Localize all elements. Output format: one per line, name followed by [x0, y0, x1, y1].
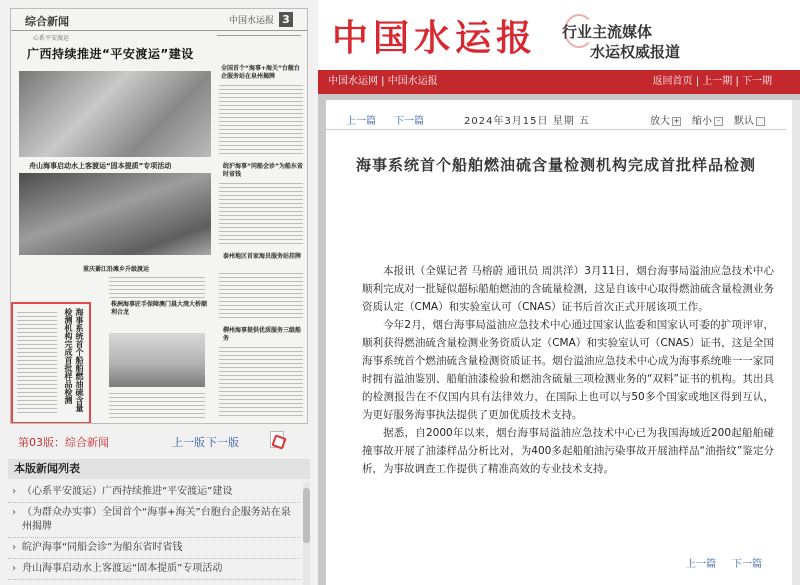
bottom-next-article-link[interactable]: 下一篇 — [732, 559, 762, 570]
scrollbar-thumb[interactable] — [303, 488, 310, 543]
article-paragraph: 本报讯（全媒记者 马榕蔚 通讯员 周洪洋）3月11日，烟台海事局溢油应急技术中心顺利完成对一批疑似超标船舶燃油的含硫量检测，这是自该中心取得燃油硫含量检测业务资质认定（CMA）和实验室认可（CNAS）证书后首次正式开展该项工作。 — [362, 265, 774, 313]
selected-article-box[interactable] — [11, 302, 91, 424]
newspaper-page-image[interactable] — [10, 8, 308, 424]
zoom-out-button[interactable] — [692, 112, 723, 127]
list-scrollbar[interactable] — [303, 482, 310, 585]
list-item[interactable] — [8, 538, 300, 559]
photo-caption-2[interactable]: 重庆綦江沿滩乡升级渡运 — [83, 266, 150, 273]
photo-bridge-control — [19, 173, 211, 255]
text-block — [219, 183, 303, 245]
right-caption-5[interactable]: 柳州海事提供优质服务三级船务 — [223, 327, 302, 342]
top-nav-bar — [318, 70, 800, 94]
issue-date: 2024年3月15日 星期 五 — [464, 116, 590, 127]
prev-page-link[interactable]: 上一版 — [172, 436, 205, 449]
topic-tag: 心系平安渡运 — [33, 35, 70, 42]
page-masthead: 中国水运报 — [229, 16, 275, 26]
article-body — [362, 262, 774, 478]
text-block — [109, 393, 205, 421]
text-block — [219, 347, 303, 419]
article-toolbar — [326, 108, 786, 130]
page-number: 3 — [279, 12, 293, 27]
left-column — [0, 0, 318, 585]
bottom-prev-article-link[interactable]: 上一篇 — [686, 559, 716, 570]
default-zoom-button[interactable] — [734, 112, 765, 127]
list-item-label: 皖沪海事“同船会诊”为船东省时省钱 — [22, 542, 183, 553]
text-block — [109, 277, 205, 299]
bullet-icon: › — [12, 507, 16, 518]
list-item[interactable] — [8, 482, 300, 503]
divider — [217, 35, 301, 36]
bullet-icon: › — [12, 486, 16, 497]
plus-icon: + — [673, 116, 680, 125]
minus-icon: - — [714, 117, 723, 126]
next-page-link[interactable]: 下一版 — [206, 436, 239, 449]
news-list-header: 本版新闻列表 — [8, 459, 310, 479]
right-caption-1[interactable]: 全国首个“海事+海关”台舰台企服务站在泉州揭牌 — [221, 65, 300, 80]
separator: | — [735, 76, 742, 87]
bullet-icon: › — [12, 542, 16, 553]
article-title: 海事系统首个船舶燃油硫含量检测机构完成首批样品检测 — [355, 156, 756, 174]
pdf-icon[interactable] — [270, 431, 284, 448]
photo-caption-1[interactable]: 舟山海事启动水上客渡运“固本提质”专项活动 — [29, 162, 172, 170]
list-item[interactable] — [8, 559, 300, 580]
news-list — [8, 482, 300, 580]
photo-bridge-sea — [109, 333, 205, 387]
prev-issue-link[interactable]: 上一期 — [702, 76, 733, 87]
zoom-in-label: 放大 — [650, 116, 670, 127]
next-article-link[interactable]: 下一篇 — [394, 116, 424, 127]
site-links[interactable]: 中国水运网 | 中国水运报 — [328, 76, 438, 87]
current-page-label: 第03版：综合新闻 — [18, 436, 109, 449]
article-panel — [326, 100, 800, 585]
brand-slogan-1: 行业主流媒体 — [562, 23, 653, 41]
brand-logo[interactable]: 中国水运报 — [332, 17, 538, 59]
article-paragraph: 今年2月，烟台海事局溢油应急技术中心通过国家认监委和国家认可委的扩项评审，顺利获得燃油硫含量检测业务资质认定（CMA）和实验室认可（CNAS）证书，这是全国海事系统首个燃油硫含量检测资质证书。烟台溢油应急技术中心成为海事系统唯一一家同时拥有溢油鉴别、船舶油漆检验和燃油含硫量三项检测业务的“双料”证书的机构。其出具的检测报告在不仅国内具有法律效力，在国际上也可以与50多个国家或地区得到互认，为更好服务海事执法提供了更加优质技术支持。 — [362, 319, 774, 421]
list-item-label: 舟山海事启动水上客渡运“固本提质”专项活动 — [22, 563, 223, 574]
page-scrollbar[interactable] — [792, 100, 800, 585]
right-column — [318, 0, 800, 585]
separator: | — [695, 76, 703, 87]
zoom-in-button[interactable] — [650, 112, 681, 127]
text-block — [219, 273, 303, 319]
list-item-label: （心系平安渡运）广西持续推进“平安渡运”建设 — [22, 486, 233, 497]
text-block — [219, 85, 303, 155]
right-caption-2[interactable]: 皖沪海事“同船会诊”为船东省时省钱 — [223, 163, 303, 178]
page-headline[interactable]: 广西持续推进“平安渡运”建设 — [27, 47, 194, 61]
right-caption-4[interactable]: 株洲海事匠手保障澳门晨大湾大桥顺利合龙 — [111, 301, 208, 316]
photo-ferry-check — [19, 71, 211, 157]
checkbox-icon — [756, 117, 765, 126]
list-item[interactable] — [8, 503, 300, 538]
article-paragraph: 据悉，自2000年以来，烟台海事局溢油应急技术中心已为我国海域近200起船舶碰撞事故开展了油漆样品分析比对，为400多起船舶油污染事故开展油样品“油指纹”鉴定分析，为事故调查工作提供了精准高效的专业技术支持。 — [362, 427, 774, 475]
brand-slogan-2: 水运权威报道 — [590, 43, 681, 61]
zoom-out-label: 缩小 — [692, 116, 712, 127]
text-block — [17, 312, 57, 416]
page-section: 综合新闻 — [25, 15, 69, 28]
brand-banner — [318, 0, 800, 70]
home-link[interactable]: 返回首页 — [652, 76, 693, 87]
right-caption-3[interactable]: 泰州地区首家海员服务站挂牌 — [223, 253, 302, 260]
prev-article-link[interactable]: 上一篇 — [346, 116, 376, 127]
bullet-icon: › — [12, 563, 16, 574]
page-header — [11, 9, 307, 31]
next-issue-link[interactable]: 下一期 — [742, 76, 772, 87]
issue-nav — [653, 70, 773, 94]
boxed-article-title: 海事系统首个船舶燃油硫含量检测机构完成首批样品检测 — [64, 308, 84, 412]
list-item-label: （为群众办实事）全国首个“海事+海关”台胞台企服务站在泉州揭牌 — [22, 507, 291, 532]
default-label: 默认 — [734, 116, 754, 127]
